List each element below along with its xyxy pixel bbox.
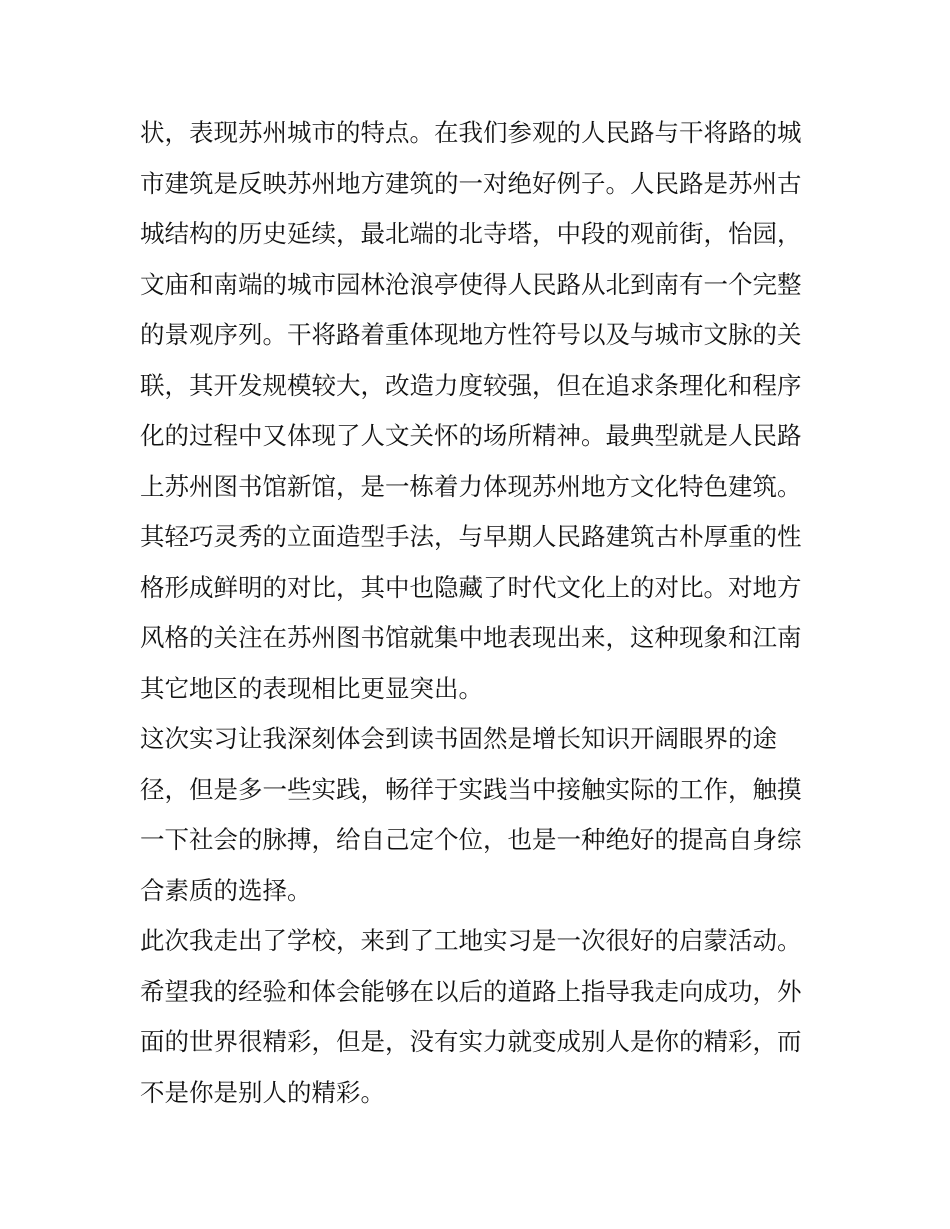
text-line: 其轻巧灵秀的立面造型手法，与早期人民路建筑古朴厚重的性 [140, 522, 802, 551]
body-text [140, 108, 820, 1118]
text-line: 面的世界很精彩，但是，没有实力就变成别人是你的精彩，而 [140, 1027, 802, 1056]
text-line: 城结构的历史延续，最北端的北寺塔，中段的观前街，怡园， [140, 219, 802, 248]
text-line: 文庙和南端的城市园林沧浪亭使得人民路从北到南有一个完整 [140, 269, 802, 299]
text-line: 格形成鲜明的对比，其中也隐藏了时代文化上的对比。对地方 [140, 572, 802, 602]
text-line: 上苏州图书馆新馆，是一栋着力体现苏州地方文化特色建筑。 [140, 471, 802, 501]
text-line: 化的过程中又体现了人文关怀的场所精神。最典型就是人民路 [140, 421, 802, 450]
text-line: 市建筑是反映苏州地方建筑的一对绝好例子。人民路是苏州古 [140, 168, 802, 198]
text-line: 合素质的选择。 [140, 875, 312, 905]
text-line: 这次实习让我深刻体会到读书固然是增长知识开阔眼界的途 [140, 724, 777, 753]
text-line: 希望我的经验和体会能够在以后的道路上指导我走向成功，外 [140, 976, 802, 1006]
text-line: 径，但是多一些实践，畅徉于实践当中接触实际的工作，触摸 [140, 774, 802, 804]
text-line: 风格的关注在苏州图书馆就集中地表现出来，这种现象和江南 [140, 623, 802, 652]
text-line: 联，其开发规模较大，改造力度较强，但在追求条理化和程序 [140, 370, 802, 400]
text-line: 状，表现苏州城市的特点。在我们参观的人民路与干将路的城 [140, 118, 802, 147]
text-line: 的景观序列。干将路着重体现地方性符号以及与城市文脉的关 [140, 320, 802, 349]
text-line: 此次我走出了学校，来到了工地实习是一次很好的启蒙活动。 [140, 926, 802, 955]
text-line: 不是你是别人的精彩。 [140, 1077, 385, 1107]
text-line: 其它地区的表现相比更显突出。 [140, 673, 483, 703]
text-line: 一下社会的脉搏，给自己定个位，也是一种绝好的提高自身综 [140, 825, 802, 854]
